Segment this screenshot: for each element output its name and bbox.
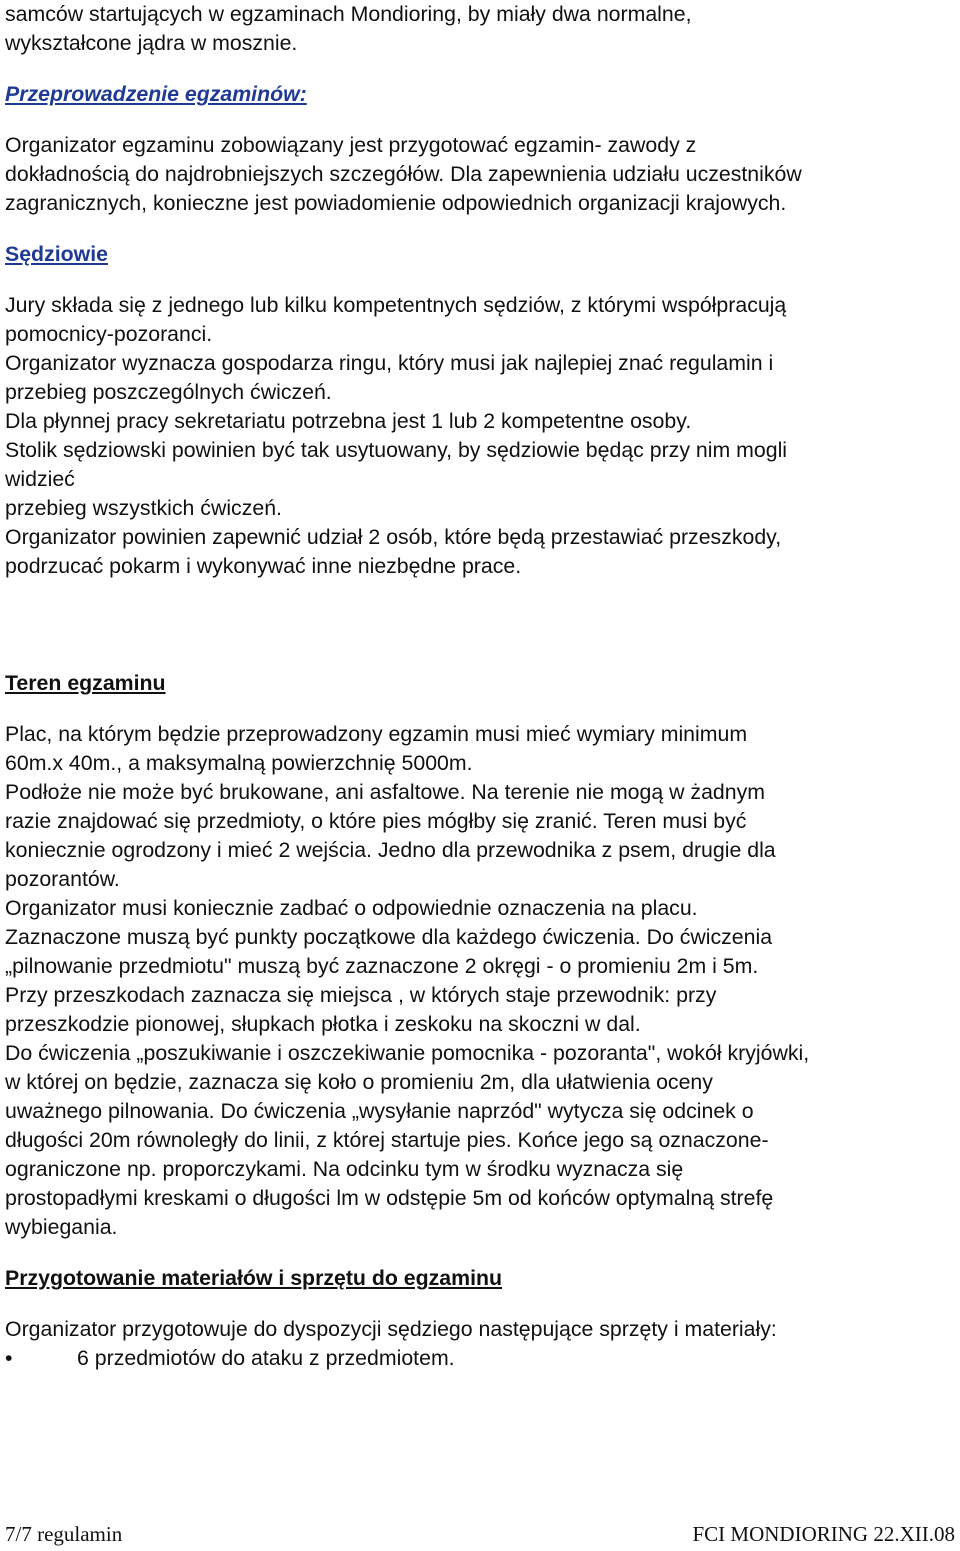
text-line: „pilnowanie przedmiotu" muszą być zaznaczone 2 okręgi - o promieniu 2m i 5m. [5,954,759,978]
terrain-paragraph [5,720,955,1242]
text-line: Organizator egzaminu zobowiązany jest przygotować egzamin- zawody z [5,133,697,157]
text-line: koniecznie ogrodzony i mieć 2 wejścia. Jedno dla przewodnika z psem, drugie dla [5,838,776,862]
section-heading-materials: Przygotowanie materiałów i sprzętu do egzaminu [5,1266,503,1290]
text-line: Organizator powinien zapewnić udział 2 osób, które będą przestawiać przeszkody, [5,525,782,549]
text-line: razie znajdować się przedmioty, o które pies mógłby się zranić. Teren musi być [5,809,747,833]
text-line: wykształcone jądra w mosznie. [5,31,298,55]
section-heading-conduct: Przeprowadzenie egzaminów: [5,82,307,106]
text-line: uważnego pilnowania. Do ćwiczenia „wysyłanie naprzód" wytycza się odcinek o [5,1099,754,1123]
text-line: prostopadłymi kreskami o długości lm w odstępie 5m od końców optymalną strefę [5,1186,774,1210]
list-item [5,1344,955,1373]
text-line: przebieg poszczególnych ćwiczeń. [5,380,332,404]
text-line: dokładnością do najdrobniejszych szczegółów. Dla zapewnienia udziału uczestników [5,162,802,186]
footer-left: 7/7 regulamin [5,1522,123,1546]
text-line: Stolik sędziowski powinien być tak usytuowany, by sędziowie będąc przy nim mogli [5,438,788,462]
materials-paragraph [5,1315,955,1373]
section-heading-judges: Sędziowie [5,242,108,266]
text-line: długości 20m równoległy do linii, z której startuje pies. Końce jego są oznaczone- [5,1128,769,1152]
text-line: zagranicznych, konieczne jest powiadomienie odpowiednich organizacji krajowych. [5,191,787,215]
text-line: widzieć [5,467,75,491]
text-line: Przy przeszkodach zaznacza się miejsca , w których staje przewodnik: przy [5,983,717,1007]
footer-right: FCI MONDIORING 22.XII.08 [692,1522,955,1546]
text-line: w której on będzie, zaznacza się koło o promieniu 2m, dla ułatwienia oceny [5,1070,713,1094]
text-line: pomocnicy-pozoranci. [5,322,213,346]
text-line: pozorantów. [5,867,120,891]
page-footer [5,1521,955,1547]
text-line: Organizator przygotowuje do dyspozycji sędziego następujące sprzęty i materiały: [5,1317,777,1341]
text-line: Do ćwiczenia „poszukiwanie i oszczekiwanie pomocnika - pozoranta", wokół kryjówki, [5,1041,810,1065]
text-line: Dla płynnej pracy sekretariatu potrzebna jest 1 lub 2 kompetentne osoby. [5,409,692,433]
section-heading-terrain: Teren egzaminu [5,671,166,695]
text-line: Organizator wyznacza gospodarza ringu, który musi jak najlepiej znać regulamin i [5,351,774,375]
text-line: przeszkodzie pionowej, słupkach płotka i zeskoku na skoczni w dal. [5,1012,641,1036]
text-line: ograniczone np. proporczykami. Na odcinku tym w środku wyznacza się [5,1157,684,1181]
text-line: Organizator musi koniecznie zadbać o odpowiednie oznaczenia na placu. [5,896,698,920]
bullet-icon: • [5,1346,13,1370]
text-line: przebieg wszystkich ćwiczeń. [5,496,282,520]
list-item-text: 6 przedmiotów do ataku z przedmiotem. [77,1346,455,1370]
text-line: Jury składa się z jednego lub kilku kompetentnych sędziów, z którymi współpracują [5,293,787,317]
text-line: wybiegania. [5,1215,118,1239]
text-line: podrzucać pokarm i wykonywać inne niezbędne prace. [5,554,522,578]
text-line: samców startujących w egzaminach Mondioring, by miały dwa normalne, [5,2,692,26]
text-line: Plac, na którym będzie przeprowadzony egzamin musi mieć wymiary minimum [5,722,748,746]
conduct-paragraph [5,131,955,218]
text-line: Podłoże nie może być brukowane, ani asfaltowe. Na terenie nie mogą w żadnym [5,780,766,804]
intro-paragraph [5,0,955,58]
judges-paragraph [5,291,955,581]
text-line: Zaznaczone muszą być punkty początkowe dla każdego ćwiczenia. Do ćwiczenia [5,925,773,949]
document-page [5,0,955,1373]
text-line: 60m.x 40m., a maksymalną powierzchnię 5000m. [5,751,473,775]
